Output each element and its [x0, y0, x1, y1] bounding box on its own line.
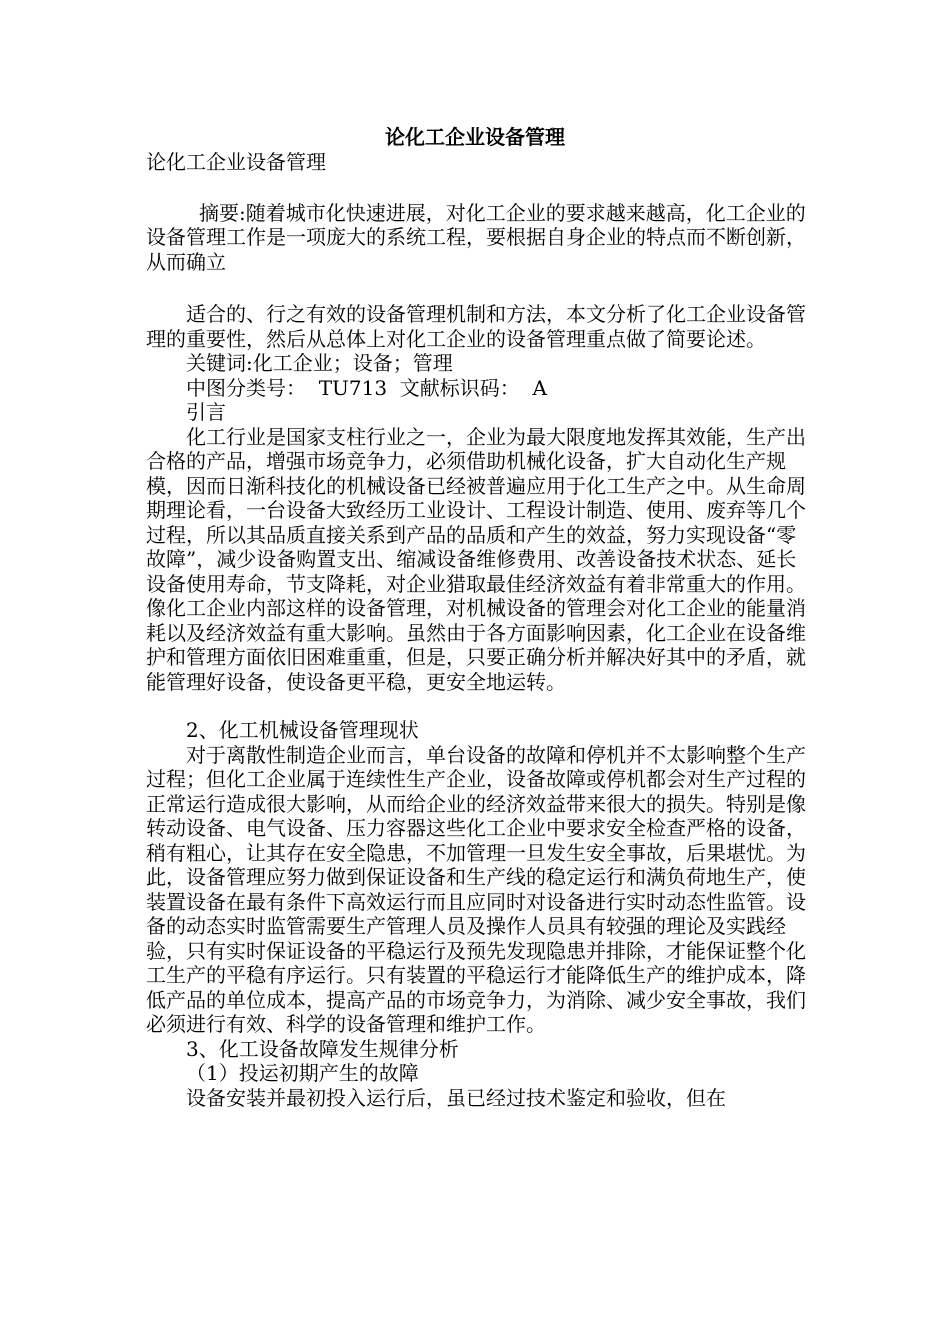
intro-paragraph: 化工行业是国家支柱行业之一，企业为最大限度地发挥其效能，生产出合格的产品，增强市场竞争力，必须借助机械化设备，扩大自动化生产规模，因而日渐科技化的机械设备已经被普遍应用于化工生产之中。从生命周期理论看，一台设备大致经历工业设计、工程设计制造、使用、废弃等几个过程，所以其品质直接关系到产品的品质和产生的效益，努力实现设备“零故障”，减少设备购置支出、缩减设备维修费用、改善设备技术状态、延长设备使用寿命，节支降耗，对企业猎取最佳经济效益有着非常重大的作用。像化工企业内部这样的设备管理，对机械设备的管理会对化工企业的能量消耗以及经济效益有重大影响。虽然由于各方面影响因素，化工企业在设备维护和管理方面依旧困难重重，但是，只要正确分析并解决好其中的矛盾，就能管理好设备，使设备更平稳，更安全地运转。	[146, 424, 806, 694]
spacer	[146, 274, 806, 302]
section-2-heading: 2、化工机械设备管理现状	[186, 718, 419, 742]
document-subtitle: 论化工企业设备管理	[146, 150, 326, 174]
abstract-paragraph-1: 摘要:随着城市化快速进展，对化工企业的要求越来越高，化工企业的设备管理工作是一项庞大的系统工程，要根据自身企业的特点而不断创新，从而确立	[146, 200, 806, 274]
section-3-subheading: （1）投运初期产生的故障	[186, 1061, 419, 1085]
document-body	[146, 150, 806, 1110]
abstract-paragraph-2: 适合的、行之有效的设备管理机制和方法，本文分析了化工企业设备管理的重要性，然后从总体上对化工企业的设备管理重点做了简要论述。	[146, 302, 806, 351]
document-title: 论化工企业设备管理	[385, 125, 565, 149]
spacer	[146, 175, 806, 201]
spacer	[146, 694, 806, 718]
section-3-paragraph: 设备安装并最初投入运行后，虽已经过技术鉴定和验收，但在	[186, 1085, 726, 1110]
keywords: 关键词:化工企业；设备；管理	[186, 351, 453, 375]
section-3-heading: 3、化工设备故障发生规律分析	[186, 1036, 459, 1061]
classification: 中图分类号： TU713 文献标识码： A	[186, 375, 547, 400]
intro-heading: 引言	[186, 400, 226, 424]
section-2-paragraph: 对于离散性制造企业而言，单台设备的故障和停机并不太影响整个生产过程；但化工企业属于连续性生产企业，设备故障或停机都会对生产过程的正常运行造成很大影响，从而给企业的经济效益带来很大的损失。特别是像转动设备、电气设备、压力容器这些化工企业中要求安全检查严格的设备，稍有粗心，让其存在安全隐患，不加管理一旦发生安全事故，后果堪忧。为此，设备管理应努力做到保证设备和生产线的稳定运行和满负荷地生产，使装置设备在最有条件下高效运行而且应同时对设备进行实时动态性监管。设备的动态实时监管需要生产管理人员及操作人员具有较强的理论及实践经验，只有实时保证设备的平稳运行及预先发现隐患并排除，才能保证整个化工生产的平稳有序运行。只有装置的平稳运行才能降低生产的维护成本，降低产品的单位成本，提高产品的市场竞争力，为消除、减少安全事故，我们必须进行有效、科学的设备管理和维护工作。	[146, 742, 806, 1036]
